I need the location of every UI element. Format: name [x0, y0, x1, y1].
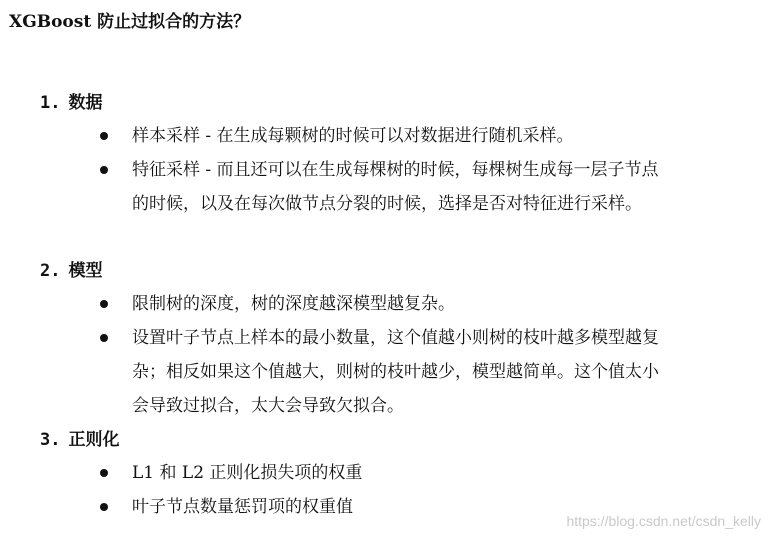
section-heading-model — [40, 259, 102, 283]
section-title: 正则化 — [68, 430, 120, 450]
bullet-icon — [100, 334, 108, 342]
list-item-line: 会导致过拟合，太大会导致欠拟合。 — [132, 396, 404, 416]
list-item — [132, 153, 762, 221]
list-item-line: 杂；相反如果这个值越大，则树的枝叶越少，模型越简单。这个值太小 — [132, 362, 659, 382]
list-item — [132, 119, 762, 153]
section-number: 1. — [40, 93, 61, 113]
section-heading-data — [40, 91, 102, 115]
list-item-line: 限制树的深度，树的深度越深模型越复杂。 — [132, 294, 455, 314]
section-heading-regularization — [40, 428, 119, 452]
bullet-icon — [100, 503, 108, 511]
bullet-icon — [100, 469, 108, 477]
section-number: 2. — [40, 261, 61, 281]
list-item-line: 样本采样 - 在生成每颗树的时候可以对数据进行随机采样。 — [132, 126, 574, 146]
list-item-line: 叶子节点数量惩罚项的权重值 — [132, 497, 353, 517]
list-item — [132, 321, 762, 423]
section-number: 3. — [40, 430, 61, 450]
list-item-line: L1 和 L2 正则化损失项的权重 — [132, 463, 363, 483]
section-title: 模型 — [68, 261, 103, 281]
watermark: https://blog.csdn.net/csdn_kelly — [566, 513, 761, 529]
page-title: XGBoost 防止过拟合的方法？ — [9, 12, 251, 32]
bullet-icon — [100, 166, 108, 174]
list-item-line: 特征采样 - 而且还可以在生成每棵树的时候，每棵树生成每一层子节点 — [132, 160, 659, 180]
section-title: 数据 — [68, 93, 103, 113]
list-item-line: 设置叶子节点上样本的最小数量，这个值越小则树的枝叶越多模型越复 — [132, 328, 659, 348]
bullet-icon — [100, 300, 108, 308]
bullet-icon — [100, 132, 108, 140]
list-item — [132, 456, 762, 490]
list-item-line: 的时候，以及在每次做节点分裂的时候，选择是否对特征进行采样。 — [132, 194, 642, 214]
list-item — [132, 287, 762, 321]
